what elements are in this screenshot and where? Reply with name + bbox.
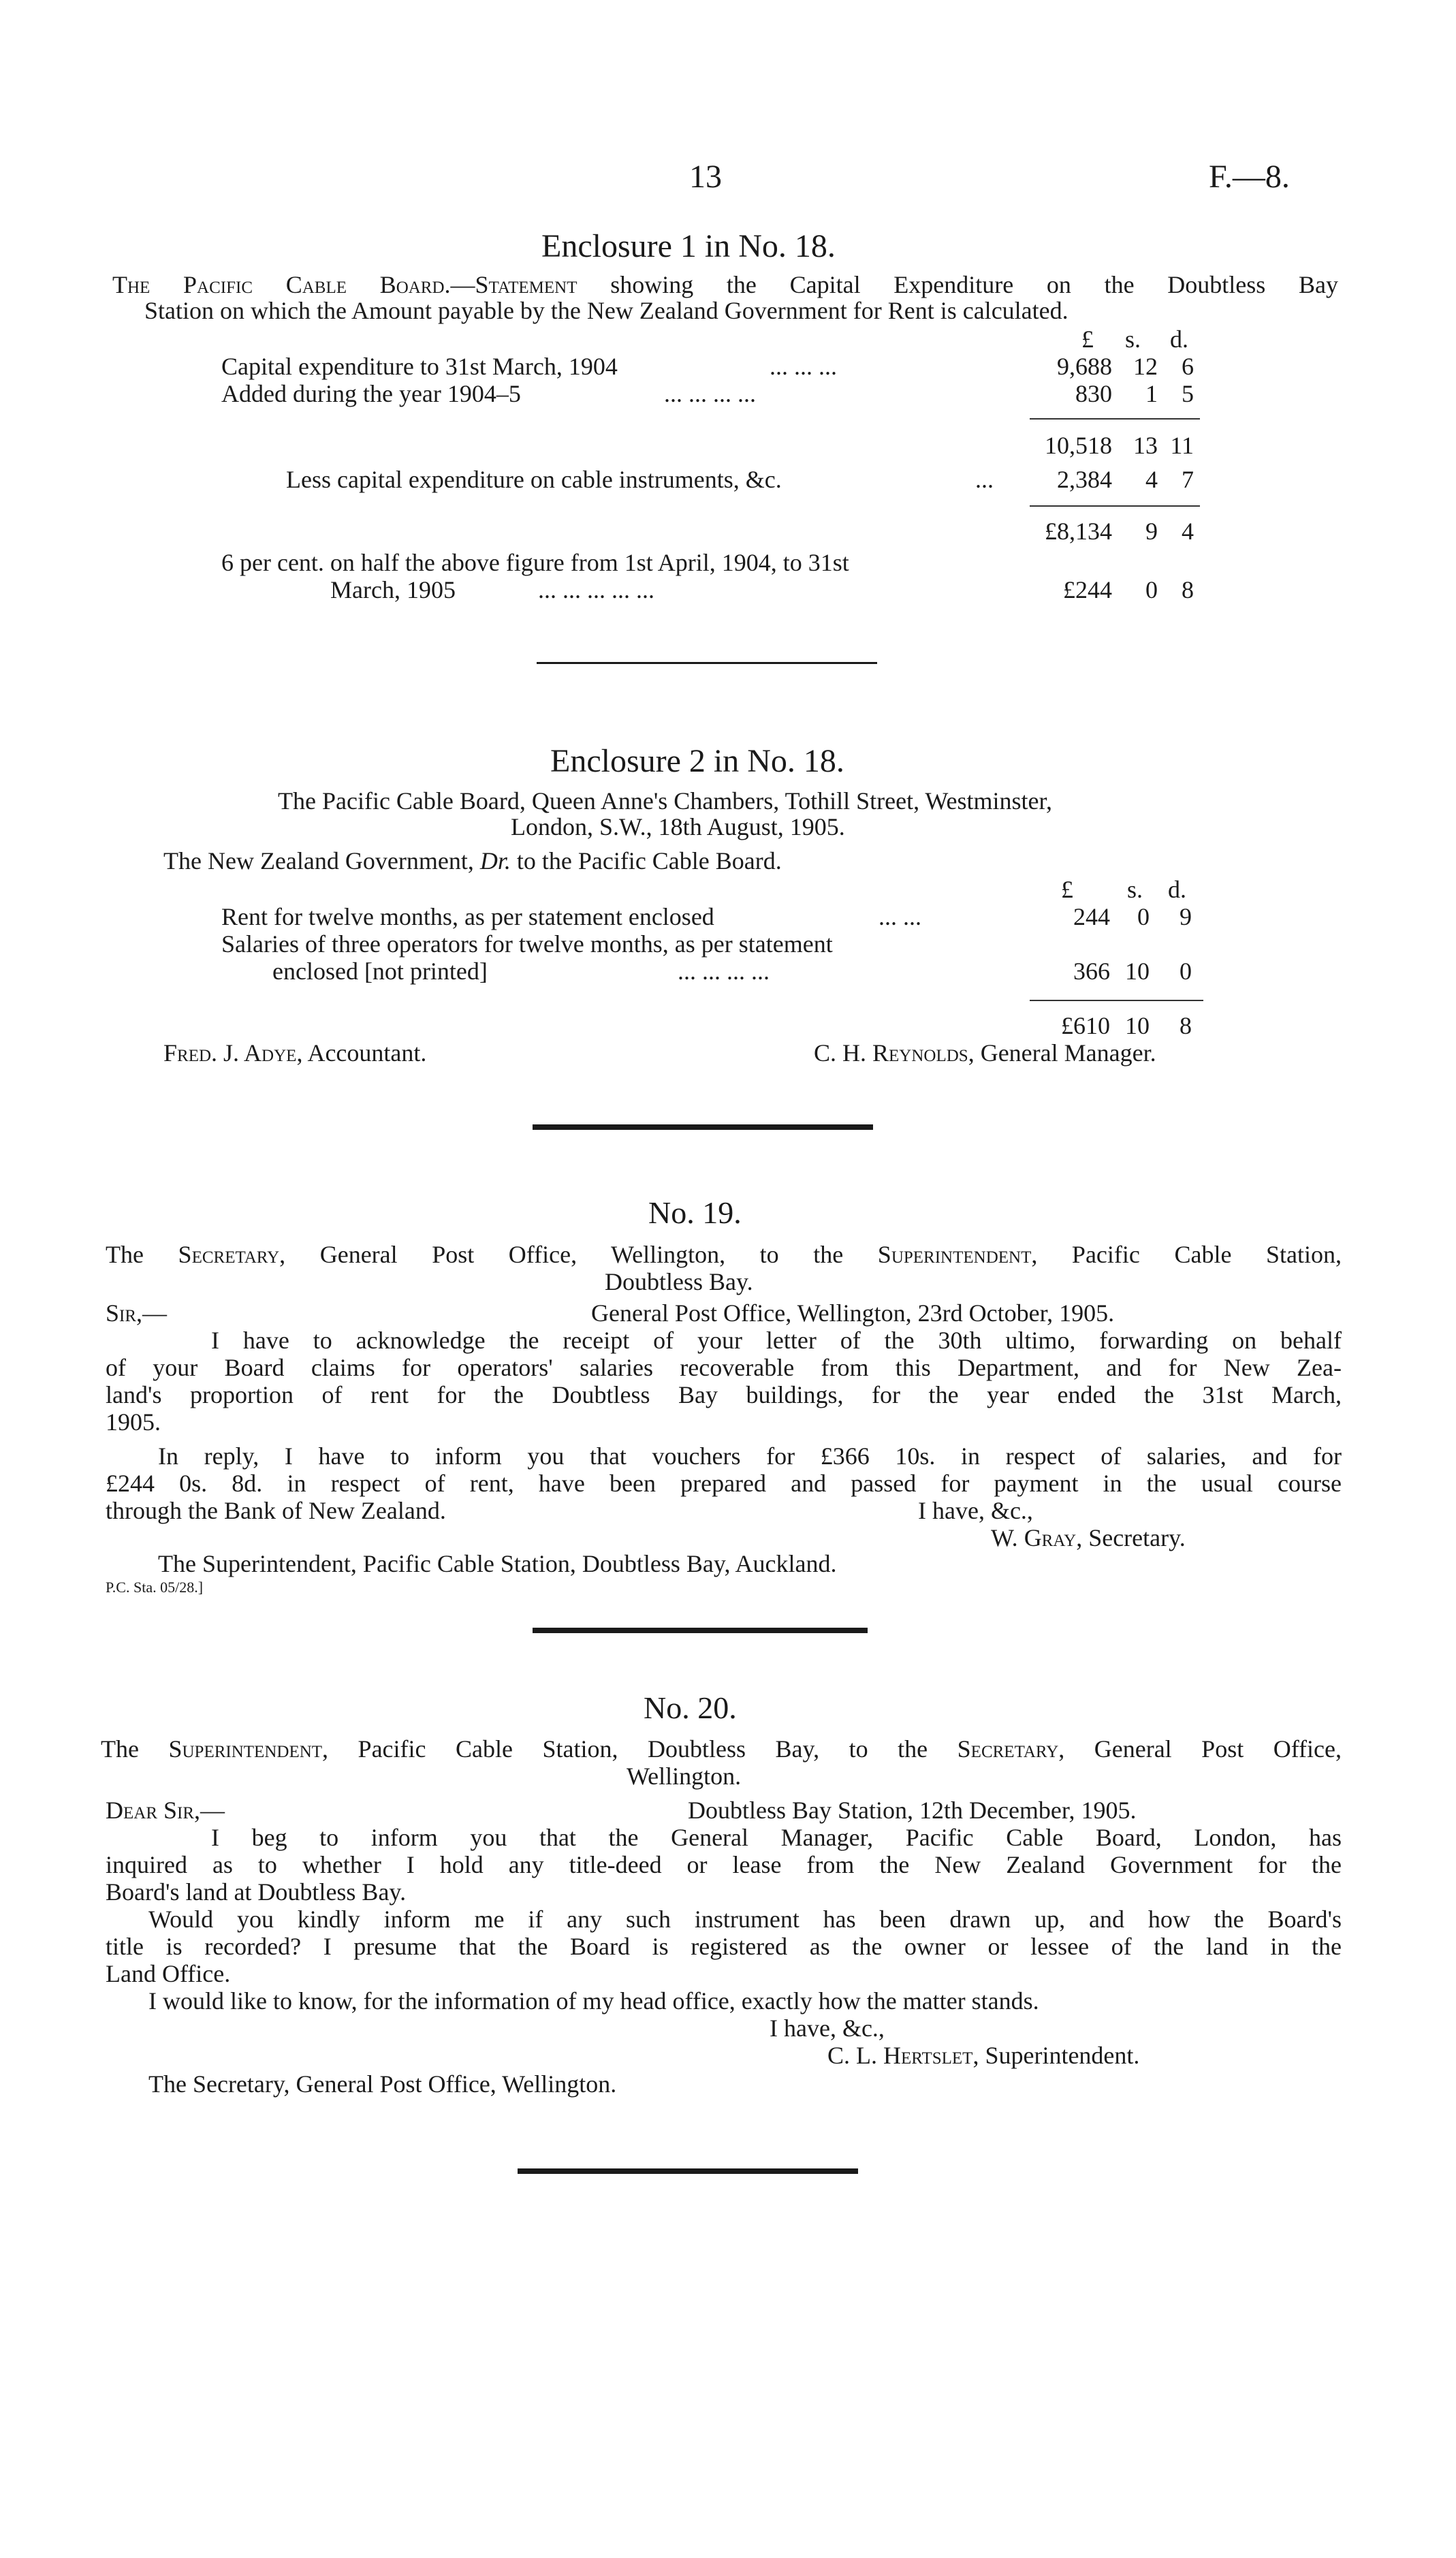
no19-p1-line4: 1905. <box>106 1408 161 1436</box>
manager-initials: C. H. <box>814 1039 873 1067</box>
accountant-name: Fred. J. Adye <box>163 1039 297 1067</box>
no19-salutation: Sir,— <box>106 1299 168 1327</box>
no20-addr-superintendent: Superintendent <box>168 1735 323 1763</box>
enclosure1-title-rest: showing the Capital Expenditure on the Doubtless Bay <box>577 271 1338 298</box>
no19-addr-mid: , General Post Office, Wellington, to the <box>279 1241 878 1268</box>
enc1-col-pound: £ <box>1081 326 1094 353</box>
enc1-less-dots: ... <box>975 466 994 493</box>
enc1-less-label: Less capital expenditure on cable instruments, &c. <box>286 466 782 493</box>
no20-addr-secretary: Secretary <box>957 1735 1059 1763</box>
enc1-col-s: s. <box>1125 326 1141 353</box>
enclosure2-heading: Enclosure 2 in No. 18. <box>550 743 844 779</box>
no19-signature <box>991 1526 1186 1550</box>
enclosure1-heading: Enclosure 1 in No. 18. <box>541 228 836 264</box>
enc2-total-s: 10 <box>1125 1012 1150 1039</box>
enc1-interest-d: 8 <box>1182 576 1194 603</box>
no20-addr-mid: , Pacific Cable Station, Doubtless Bay, to the <box>322 1735 958 1763</box>
enc2-salaries-line1: Salaries of three operators for twelve months, as per statement <box>221 930 833 958</box>
manager-name: Reynolds <box>872 1039 968 1067</box>
no20-p2-line1: Would you kindly inform me if any such instrument has been drawn up, and how the Board's <box>148 1906 1342 1933</box>
enc1-interest-pounds: £244 <box>1063 576 1112 603</box>
no20-signature <box>827 2043 1139 2068</box>
enc1-row-label: Capital expenditure to 31st March, 1904 <box>221 353 618 380</box>
enc1-subtotal-s: 13 <box>1133 432 1158 459</box>
enc1-net-pounds: £8,134 <box>1045 518 1112 545</box>
no19-heading: No. 19. <box>648 1195 742 1230</box>
enclosure2-address-line1: The Pacific Cable Board, Queen Anne's Chambers, Tothill Street, Westminster, <box>278 787 1053 815</box>
enc2-rent-s: 0 <box>1137 903 1150 930</box>
no19-p1-line2: of your Board claims for operators' salaries recoverable from this Department, and for New Zea- <box>106 1354 1342 1381</box>
enc1-row-dots: ... ... ... ... <box>664 380 756 407</box>
page-number: 13 <box>689 159 722 195</box>
no19-addr-post: , Pacific Cable Station, <box>1031 1241 1342 1268</box>
no20-p1-line2: inquired as to whether I hold any title-deed or lease from the New Zealand Government for the <box>106 1851 1342 1878</box>
no19-addr-pre: The <box>106 1241 178 1268</box>
no20-addr-pre: The <box>101 1735 169 1763</box>
no20-p2-line3: Land Office. <box>106 1960 231 1987</box>
no19-p2-line3: through the Bank of New Zealand. <box>106 1497 446 1524</box>
enc2-total-d: 8 <box>1180 1012 1192 1039</box>
no20-heading: No. 20. <box>644 1690 737 1725</box>
no20-address-line1 <box>101 1737 1342 1761</box>
enc2-rent-label: Rent for twelve months, as per statement enclosed <box>221 903 714 930</box>
enc2-salaries-pounds: 366 <box>1073 958 1110 985</box>
document-reference: F.—8. <box>1209 159 1290 195</box>
no20-sig-name: Hertslet <box>883 2042 973 2069</box>
enc2-salaries-dots: ... ... ... ... <box>678 958 770 985</box>
enc2-total-rule <box>1030 1000 1203 1001</box>
no19-sig-initial: W. <box>991 1524 1024 1551</box>
no19-addr-superintendent: Superintendent <box>877 1241 1032 1268</box>
enc1-less-pounds: 2,384 <box>1057 466 1112 493</box>
enc2-rent-d: 9 <box>1180 903 1192 930</box>
section-divider <box>533 1124 873 1130</box>
section-divider <box>518 2168 858 2174</box>
no19-p1-line1: I have to acknowledge the receipt of your letter of the 30th ultimo, forwarding on behalf <box>211 1327 1342 1354</box>
no20-p2-line2: title is recorded? I presume that the Board is registered as the owner or lessee of the land in the <box>106 1933 1342 1960</box>
no20-address-line2: Wellington. <box>627 1763 742 1790</box>
enc2-rent-pounds: 244 <box>1073 903 1110 930</box>
section-divider <box>533 1628 868 1633</box>
enclosure2-debtor-line <box>163 849 782 873</box>
enc1-row-d: 5 <box>1182 380 1194 407</box>
enc2-signer-accountant <box>163 1041 426 1065</box>
no20-addressee: The Secretary, General Post Office, Wellington. <box>148 2070 617 2098</box>
enc1-col-d: d. <box>1170 326 1188 353</box>
no19-addr-secretary: Secretary <box>178 1241 280 1268</box>
enc1-subtotal-pounds: 10,518 <box>1045 432 1112 459</box>
no20-salutation: Dear Sir,— <box>106 1797 225 1824</box>
enc2-rent-dots: ... ... <box>879 903 921 930</box>
no19-file-reference: P.C. Sta. 05/28.] <box>106 1579 204 1596</box>
enclosure2-address-line2: London, S.W., 18th August, 1905. <box>511 813 845 840</box>
enc1-interest-line1: 6 per cent. on half the above figure from 1st April, 1904, to 31st <box>221 549 849 576</box>
enc1-row-pounds: 830 <box>1075 380 1112 407</box>
no20-closing: I have, &c., <box>770 2015 885 2042</box>
enc1-subtotal-rule <box>1030 418 1200 420</box>
enc2-col-s: s. <box>1127 876 1143 903</box>
debtor-dr: Dr. <box>479 847 511 874</box>
no20-p1-line3: Board's land at Doubtless Bay. <box>106 1878 407 1906</box>
enc2-col-pound: £ <box>1061 876 1073 903</box>
debtor-pre: The New Zealand Government, <box>163 847 480 874</box>
enc1-interest-s: 0 <box>1145 576 1158 603</box>
enc2-col-d: d. <box>1168 876 1186 903</box>
enc1-row-dots: ... ... ... <box>770 353 837 380</box>
no19-p2-line2: £244 0s. 8d. in respect of rent, have been prepared and passed for payment in the usual course <box>106 1470 1342 1497</box>
enclosure1-title-sc: The Pacific Cable Board. <box>112 271 451 298</box>
enclosure1-title-line1 <box>112 272 1338 297</box>
enc2-signer-manager <box>814 1041 1156 1065</box>
enc1-row-s: 1 <box>1145 380 1158 407</box>
enc1-interest-dots: ... ... ... ... ... <box>538 576 654 603</box>
enc2-salaries-s: 10 <box>1125 958 1150 985</box>
manager-title: , General Manager. <box>968 1039 1156 1067</box>
enc1-row-s: 12 <box>1133 353 1158 380</box>
enc1-subtotal-d: 11 <box>1170 432 1194 459</box>
enc1-net-s: 9 <box>1145 518 1158 545</box>
enc2-salaries-d: 0 <box>1180 958 1192 985</box>
enc1-row-d: 6 <box>1182 353 1194 380</box>
no20-dateline: Doubtless Bay Station, 12th December, 1905. <box>688 1797 1137 1824</box>
no20-p3-line1: I would like to know, for the information of my head office, exactly how the matter stands. <box>148 1987 1039 2015</box>
enc1-net-d: 4 <box>1182 518 1194 545</box>
accountant-title: , Accountant. <box>296 1039 427 1067</box>
debtor-post: to the Pacific Cable Board. <box>510 847 782 874</box>
enc1-net-rule <box>1030 505 1200 507</box>
enc1-less-s: 4 <box>1145 466 1158 493</box>
enclosure1-title-dash: — <box>450 271 475 298</box>
enclosure1-title-line2: Station on which the Amount payable by the New Zealand Government for Rent is calculated. <box>144 297 1069 324</box>
no19-closing: I have, &c., <box>918 1497 1033 1524</box>
enc2-total-pounds: £610 <box>1061 1012 1110 1039</box>
no20-sig-title: , Superintendent. <box>972 2042 1140 2069</box>
no19-dateline: General Post Office, Wellington, 23rd October, 1905. <box>591 1299 1115 1327</box>
enc1-row-pounds: 9,688 <box>1057 353 1112 380</box>
no19-address-line2: Doubtless Bay. <box>605 1268 753 1295</box>
no19-p2-line1: In reply, I have to inform you that vouchers for £366 10s. in respect of salaries, and for <box>158 1442 1342 1470</box>
no19-p1-line3: land's proportion of rent for the Doubtless Bay buildings, for the year ended the 31st March, <box>106 1381 1342 1408</box>
no19-sig-name: Gray <box>1024 1524 1077 1551</box>
enc2-salaries-line2: enclosed [not printed] <box>272 958 488 985</box>
no20-addr-post: , General Post Office, <box>1058 1735 1342 1763</box>
enclosure1-title-statement: Statement <box>475 271 577 298</box>
no20-sig-initials: C. L. <box>827 2042 884 2069</box>
enc1-interest-line2: March, 1905 <box>330 576 456 603</box>
enc1-row-label: Added during the year 1904–5 <box>221 380 521 407</box>
enc1-less-d: 7 <box>1182 466 1194 493</box>
no20-p1-line1: I beg to inform you that the General Manager, Pacific Cable Board, London, has <box>211 1824 1342 1851</box>
no19-address-line1 <box>106 1242 1342 1267</box>
section-divider <box>537 662 877 664</box>
no19-addressee: The Superintendent, Pacific Cable Station, Doubtless Bay, Auckland. <box>158 1550 837 1577</box>
no19-sig-title: , Secretary. <box>1076 1524 1186 1551</box>
